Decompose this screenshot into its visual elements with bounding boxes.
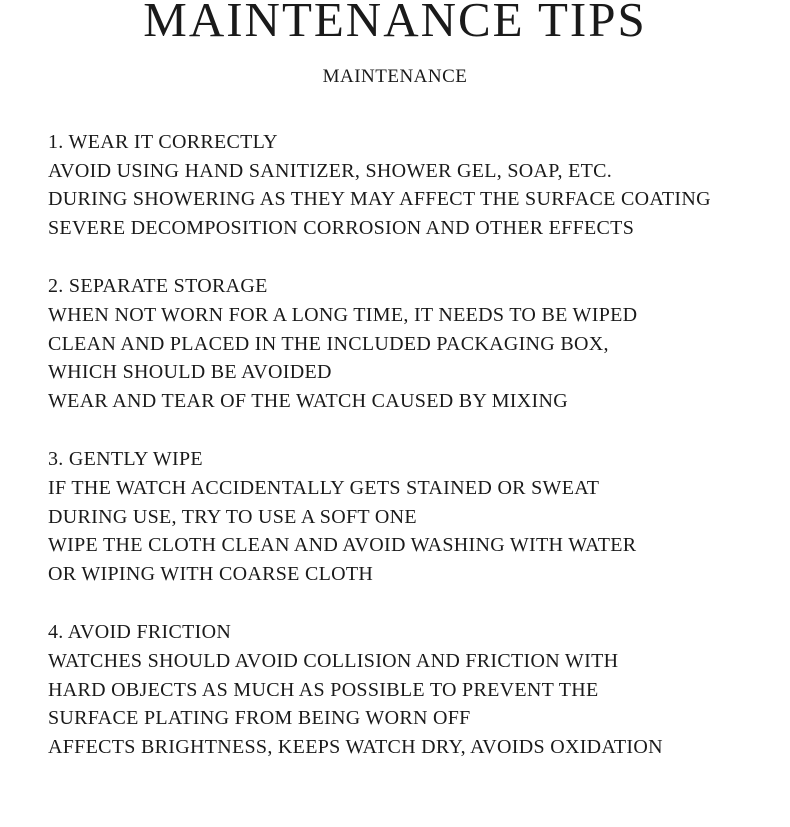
tip-line: IF THE WATCH ACCIDENTALLY GETS STAINED OR SWEAT xyxy=(48,476,600,499)
tip-line: SURFACE PLATING FROM BEING WORN OFF xyxy=(48,707,471,730)
tip-line: OR WIPING WITH COARSE CLOTH xyxy=(48,562,374,585)
tip-line: WEAR AND TEAR OF THE WATCH CAUSED BY MIXING xyxy=(48,389,568,412)
tip-line: WHICH SHOULD BE AVOIDED xyxy=(48,361,332,384)
tip-line: WHEN NOT WORN FOR A LONG TIME, IT NEEDS TO BE WIPED xyxy=(48,303,638,326)
tip-heading: 2. SEPARATE STORAGE xyxy=(48,275,268,298)
tip-line: WATCHES SHOULD AVOID COLLISION AND FRICTION WITH xyxy=(48,649,619,672)
tip-line: DURING USE, TRY TO USE A SOFT ONE xyxy=(48,505,417,528)
tip-section xyxy=(48,618,778,761)
tip-heading: 3. GENTLY WIPE xyxy=(48,448,203,471)
tips-list xyxy=(48,128,778,791)
tip-heading: 4. AVOID FRICTION xyxy=(48,621,232,644)
tip-section xyxy=(48,128,778,242)
tip-line: HARD OBJECTS AS MUCH AS POSSIBLE TO PREVENT THE xyxy=(48,678,599,701)
page-subtitle: MAINTENANCE xyxy=(322,66,468,87)
tip-line: DURING SHOWERING AS THEY MAY AFFECT THE SURFACE COATING xyxy=(48,188,711,211)
tip-section xyxy=(48,445,778,588)
tip-section xyxy=(48,272,778,415)
tip-heading: 1. WEAR IT CORRECTLY xyxy=(48,131,278,153)
page-title: MAINTENANCE TIPS xyxy=(143,0,647,47)
tip-line: CLEAN AND PLACED IN THE INCLUDED PACKAGING BOX, xyxy=(48,332,609,355)
tip-line: AVOID USING HAND SANITIZER, SHOWER GEL, SOAP, ETC. xyxy=(48,159,613,182)
tip-line: AFFECTS BRIGHTNESS, KEEPS WATCH DRY, AVOIDS OXIDATION xyxy=(48,735,663,758)
tip-line: SEVERE DECOMPOSITION CORROSION AND OTHER EFFECTS xyxy=(48,216,635,239)
tip-line: WIPE THE CLOTH CLEAN AND AVOID WASHING WITH WATER xyxy=(48,534,637,557)
